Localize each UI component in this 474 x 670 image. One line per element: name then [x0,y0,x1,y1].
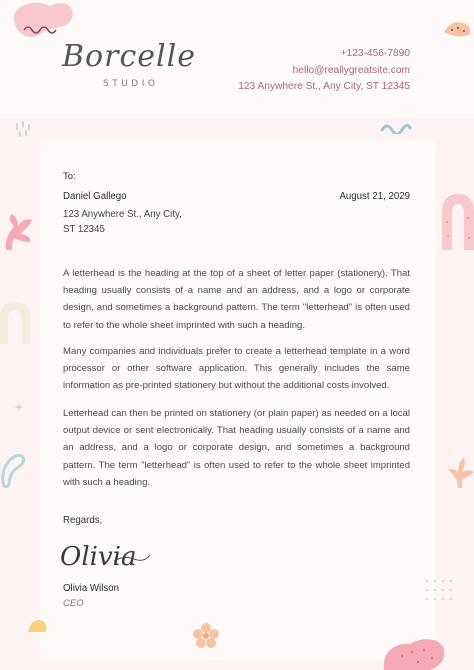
signature [58,535,153,577]
signer-name: Olivia Wilson [63,583,119,594]
cream-arch-left [0,300,34,344]
recipient-address-line2: ST 12345 [63,223,105,235]
contact-email: hello@reallygreatsite.com [292,64,410,76]
recipient-address-line1: 123 Anywhere St., Any City, [63,209,182,220]
recipient-name: Daniel Gallego [63,191,127,202]
body-paragraph-1: A letterhead is the heading at the top of a sheet of letter paper (stationery). That heading usually consists of a name and an address, and a logo or corporate design, and sometimes a background pattern. The term "letterhead" is often used to refer to the whole sheet imprinted with such a heading. [63,268,410,331]
closing-text: Regards, [63,515,103,526]
recipient-address [63,208,182,237]
dot-grid-right [424,578,454,602]
peach-dots-top-right [440,18,474,40]
contact-block [238,46,410,96]
teal-outline-left [0,450,30,490]
dash-marks-left [14,120,40,138]
peach-coral-right [444,454,474,488]
body-paragraph-2: Many companies and individuals prefer to create a letterhead template in a word processor or other software application. This generally includes the same information as pre-printed stationery but without the additional costs involved. [63,346,410,392]
brand-logo-script [60,30,210,80]
pink-arch-right [438,192,474,250]
signer-title: CEO [63,598,84,609]
body-paragraph-3: Letterhead can then be printed on stationery (or plain paper) as needed on a local output device or sent electronically. That heading usually consists of a name and an address, and a logo or corporate design, and sometimes a background pattern. The term "letterhead" is often used to refer to the whole sheet imprinted with such a heading. [63,408,410,488]
teal-squiggle [380,120,412,134]
to-label: To: [63,171,76,182]
letter-date: August 21, 2029 [339,191,410,202]
contact-phone: +123-456-7890 [340,48,410,59]
contact-address: 123 Anywhere St., Any City, ST 12345 [238,81,410,92]
peach-flower [192,622,220,650]
sparkle-left [14,402,24,412]
pink-blob-bottom-right [380,634,450,670]
yellow-half-circle [26,618,48,636]
brand-tagline: STUDIO [103,79,159,89]
signature-text: Olivia [60,542,137,572]
pink-coral-left [0,210,36,252]
brand-script-name: Borcelle [62,39,196,74]
